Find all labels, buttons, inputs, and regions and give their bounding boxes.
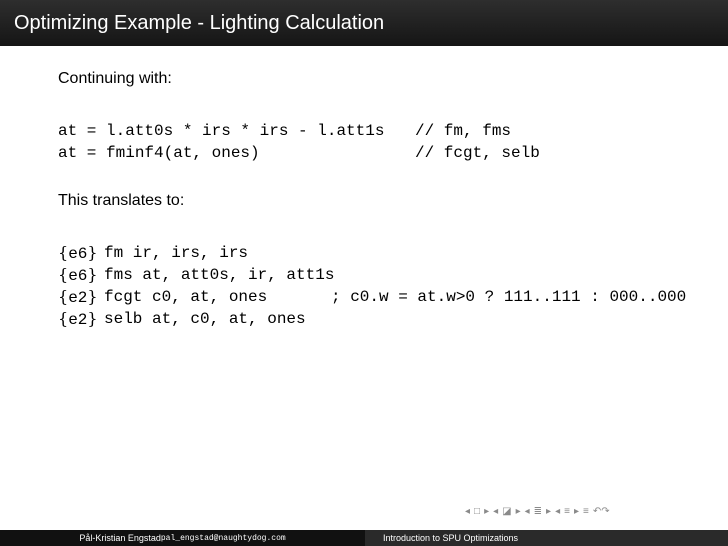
footer — [0, 530, 728, 546]
translates-text: This translates to: — [58, 192, 185, 209]
asm-instr-4: selb at, c0, at, ones — [104, 310, 306, 328]
asm-tag-label: e6 — [68, 267, 88, 285]
nav-right-icon[interactable]: ▸ — [546, 506, 552, 517]
asm-instr-3: fcgt c0, at, ones — [104, 288, 268, 306]
nav-right-icon[interactable]: ▸ — [515, 506, 521, 517]
nav-section-icon[interactable]: ≣ — [533, 506, 543, 517]
intro-text: Continuing with: — [58, 70, 172, 87]
nav-left-icon[interactable]: ◂ — [555, 506, 561, 517]
nav-align-icon[interactable]: ≡ — [582, 506, 589, 517]
nav-subsection-icon[interactable]: ◪ — [502, 506, 512, 517]
footer-author: Pål-Kristian Engstad — [79, 533, 161, 543]
footer-talk-section — [365, 530, 728, 546]
asm-instr-2: fms at, att0s, ir, att1s — [104, 266, 335, 284]
asm-tag-1: {e6} — [58, 243, 98, 263]
asm-comment-3: ; c0.w = at.w>0 ? 111..111 : 000..000 — [331, 288, 687, 306]
title-bar — [0, 0, 728, 46]
footer-author-section — [0, 530, 365, 546]
footer-talk-title: Introduction to SPU Optimizations — [383, 533, 519, 543]
navigation-bar — [465, 506, 610, 517]
code-line-2: at = fminf4(at, ones) — [58, 144, 260, 162]
asm-tag-3: {e2} — [58, 287, 98, 307]
asm-tag-2: {e6} — [58, 265, 98, 285]
slide-title: Optimizing Example - Lighting Calculation — [14, 12, 385, 34]
asm-tag-4: {e2} — [58, 309, 98, 329]
nav-doc-icon[interactable]: ≡ — [564, 506, 570, 517]
nav-frame-icon[interactable]: □ — [474, 506, 481, 517]
asm-tag-label: e2 — [68, 289, 88, 307]
nav-right-icon[interactable]: ▸ — [484, 506, 490, 517]
asm-tag-label: e2 — [68, 311, 88, 329]
nav-left-icon[interactable]: ◂ — [493, 506, 499, 517]
footer-email: pal_engstad@naughtydog.com — [160, 533, 286, 543]
nav-left-icon[interactable]: ◂ — [465, 506, 471, 517]
code-comment-1: // fm, fms — [415, 122, 512, 140]
asm-instr-1: fm ir, irs, irs — [104, 244, 249, 262]
code-comment-2: // fcgt, selb — [415, 144, 540, 162]
code-line-1: at = l.att0s * irs * irs - l.att1s — [58, 122, 385, 140]
nav-right-icon[interactable]: ▸ — [573, 506, 579, 517]
asm-tag-label: e6 — [68, 245, 88, 263]
nav-left-icon[interactable]: ◂ — [524, 506, 530, 517]
nav-search-icon[interactable]: ↶↷ — [592, 506, 610, 517]
